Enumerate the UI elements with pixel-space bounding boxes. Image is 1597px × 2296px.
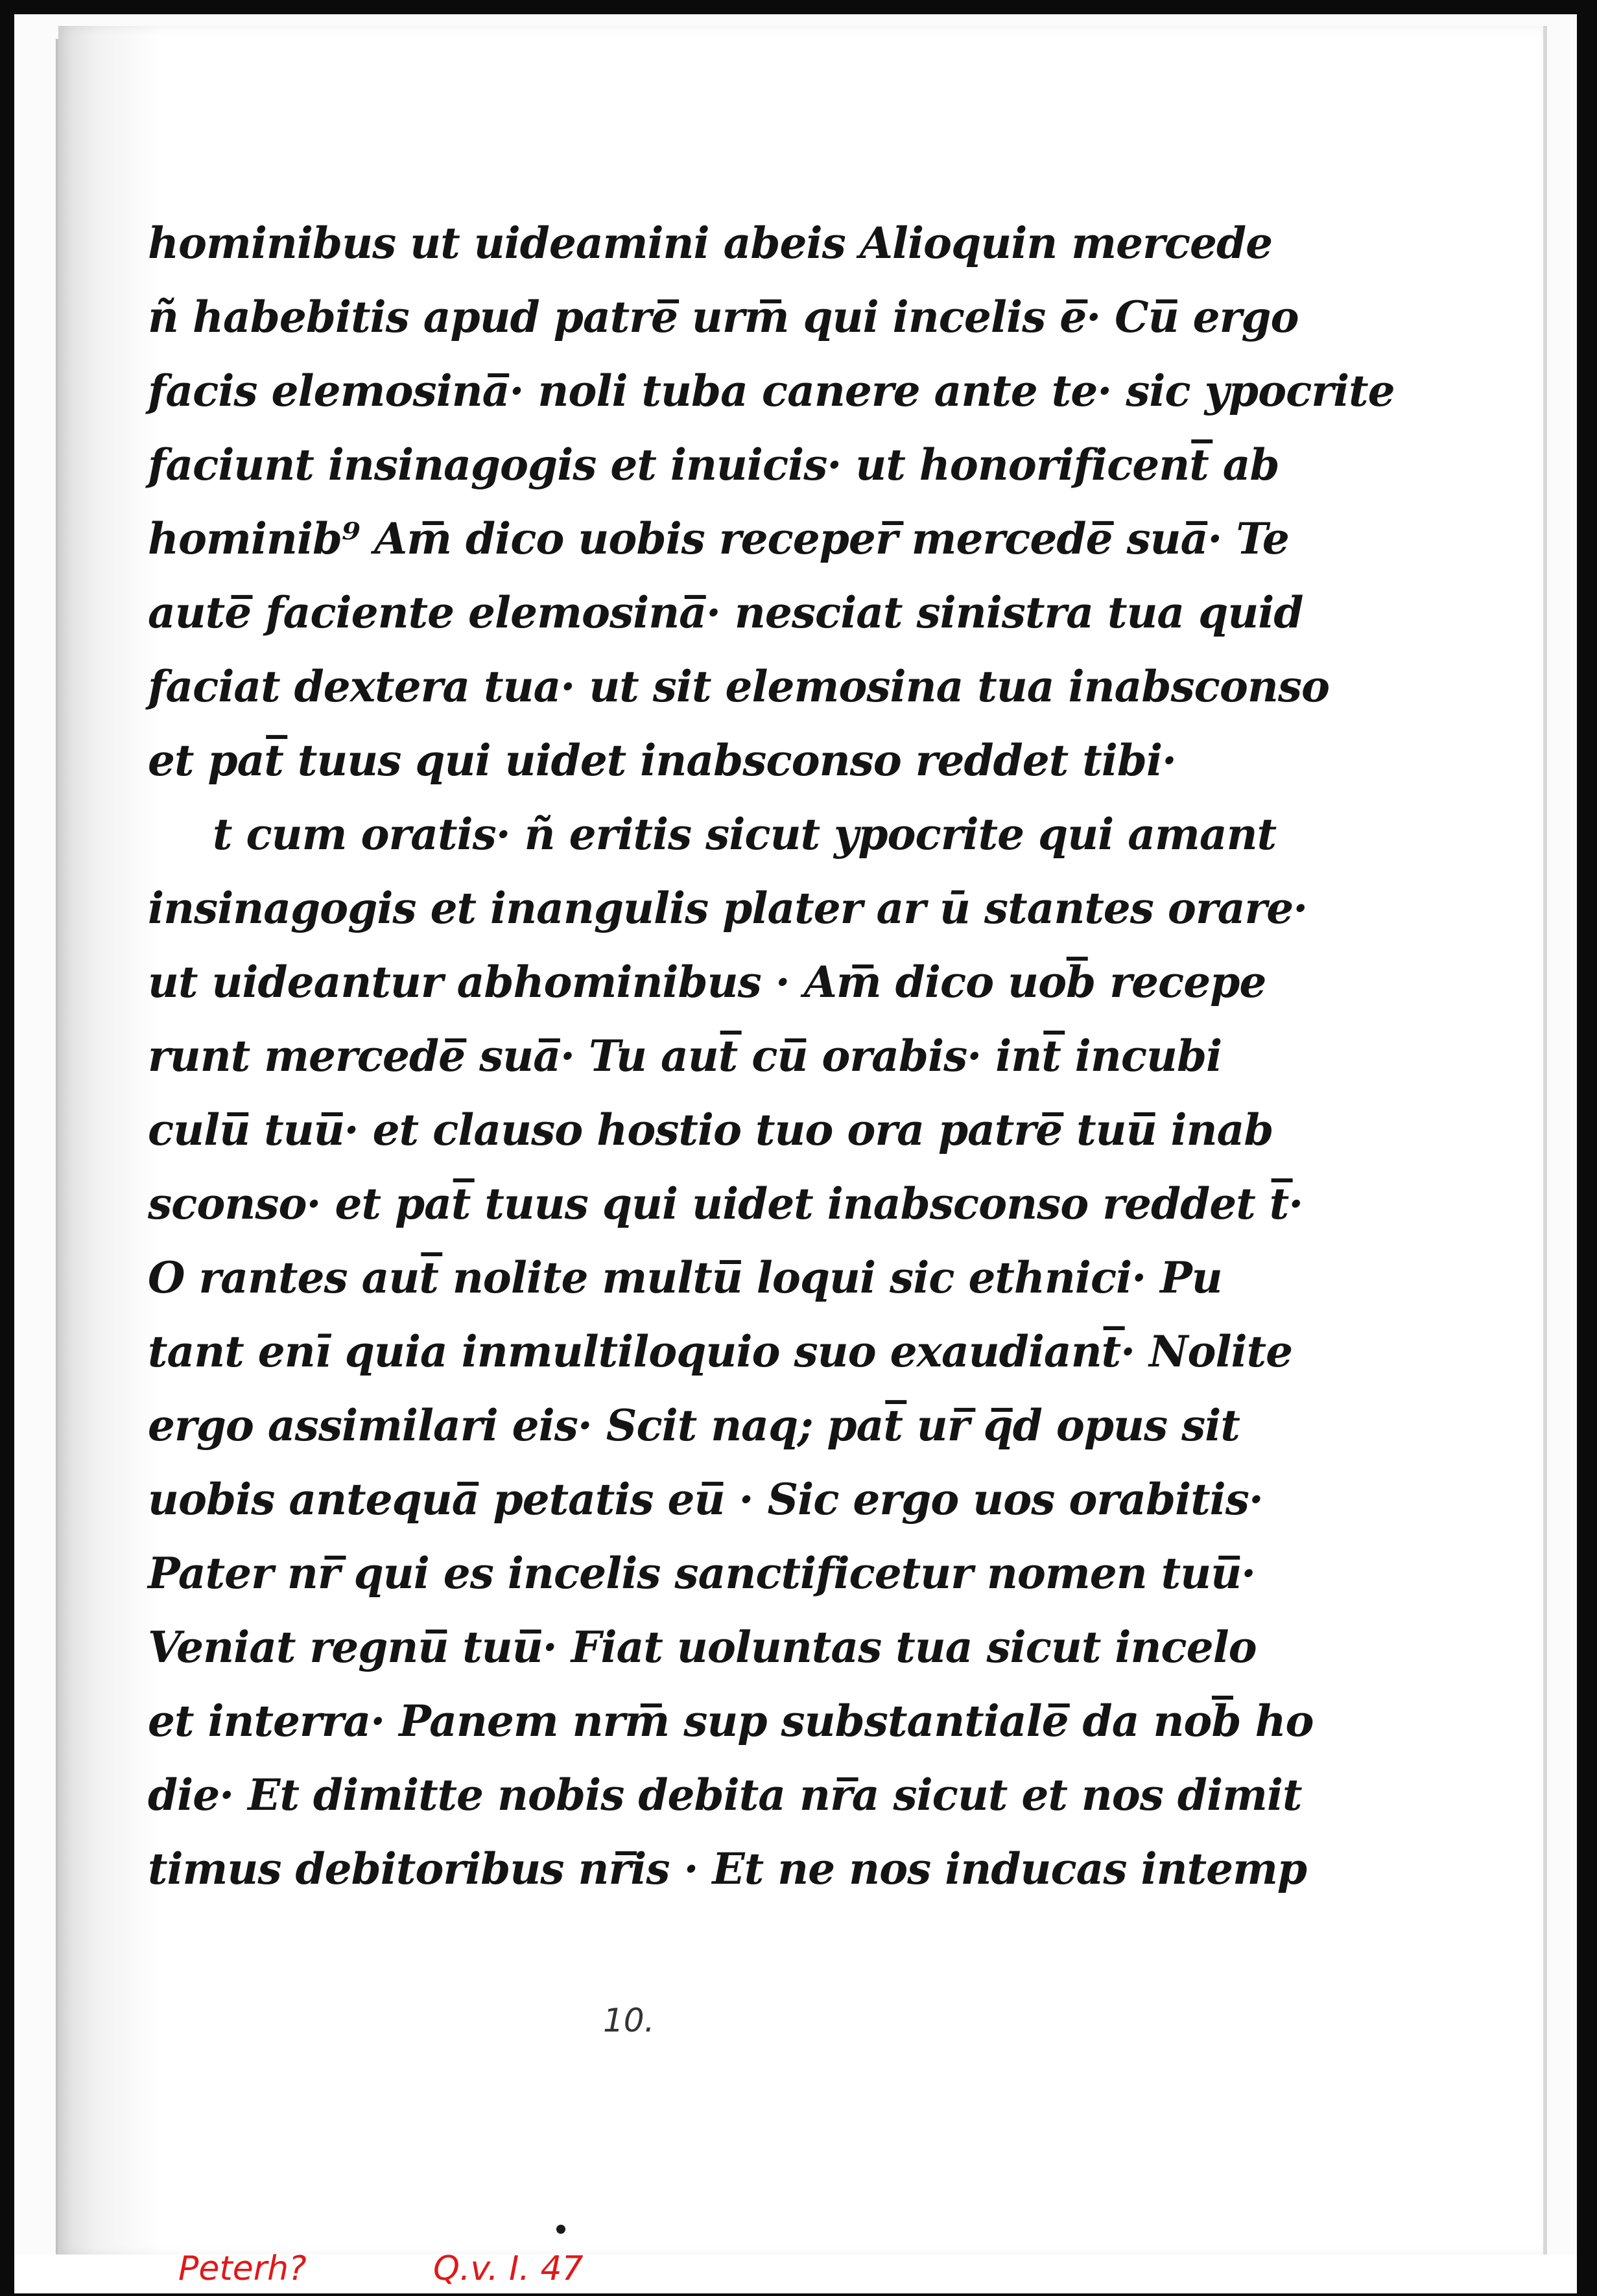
page-right-edge (1543, 26, 1547, 2256)
manuscript-line: O rantes aut̅ nolite multu̅ loqui sic ethnici· Pu (148, 1252, 1222, 1303)
manuscript-line: uobis antequa̅ petatis eu̅ · Sic ergo uos orabitis· (148, 1474, 1263, 1525)
manuscript-line: faciat dextera tua· ut sit elemosina tua inabsconso (148, 661, 1330, 712)
manuscript-line: faciunt insinagogis et inuicis· ut honorificent̅ ab (148, 439, 1279, 490)
manuscript-line: et interra· Panem nrm̅ sup substantiale̅ da nob̅ ho (148, 1696, 1314, 1746)
manuscript-line: ñ habebitis apud patre̅ urm̅ qui incelis e̅· Cu̅ ergo (148, 292, 1299, 342)
ink-dot (556, 2225, 565, 2234)
manuscript-line: sconso· et pat̅ tuus qui uidet inabsconso reddet t̅· (148, 1178, 1303, 1229)
manuscript-line: runt mercede̅ sua̅· Tu aut̅ cu̅ orabis· int̅ incubi (148, 1031, 1222, 1081)
manuscript-line: tant enī quia inmultiloquio suo exaudiant̅· Nolite (148, 1326, 1293, 1377)
manuscript-line: et pat̅ tuus qui uidet inabsconso reddet tibi· (148, 735, 1177, 786)
folio-number: 10. (603, 2002, 655, 2039)
manuscript-line: t cum oratis· ñ eritis sicut ypocrite qui amant (213, 809, 1277, 860)
manuscript-line: aute̅ faciente elemosina̅· nesciat sinistra tua quid (148, 587, 1303, 638)
manuscript-line: ergo assimilari eis· Scit naq; pat̅ ur̅ q̅d opus sit (148, 1400, 1240, 1451)
manuscript-line: insinagogis et inangulis plater ar ū stantes orare· (148, 883, 1308, 933)
manuscript-line: facis elemosina̅· noli tuba canere ante te· sic ypocrite (148, 366, 1395, 416)
handwritten-annotation-shelfmark: Q.v. I. 47 (433, 2249, 584, 2288)
manuscript-line: culu̅ tuu̅· et clauso hostio tuo ora patre̅ tuu̅ inab (148, 1105, 1273, 1155)
manuscript-line: Veniat regnu̅ tuu̅· Fiat uoluntas tua sicut incelo (148, 1622, 1257, 1672)
manuscript-line: die· Et dimitte nobis debita nr̅a sicut et nos dimit (148, 1770, 1302, 1820)
manuscript-line: hominib⁹ Am̅ dico uobis receper̅ mercede̅ sua̅· Te (148, 513, 1289, 564)
manuscript-line: hominibus ut uideamini abeis Alioquin mercede (148, 218, 1273, 268)
manuscript-line: Pater nr̅ qui es incelis sanctificetur nomen tuu̅· (148, 1548, 1256, 1599)
manuscript-text (148, 206, 1395, 1906)
manuscript-line: timus debitoribus nr̅is · Et ne nos inducas intemp (148, 1844, 1307, 1894)
manuscript-line: ut uideantur abhominibus · Am̅ dico uob̅ recepe (148, 957, 1266, 1007)
handwritten-annotation-left: Peterh? (178, 2249, 307, 2288)
